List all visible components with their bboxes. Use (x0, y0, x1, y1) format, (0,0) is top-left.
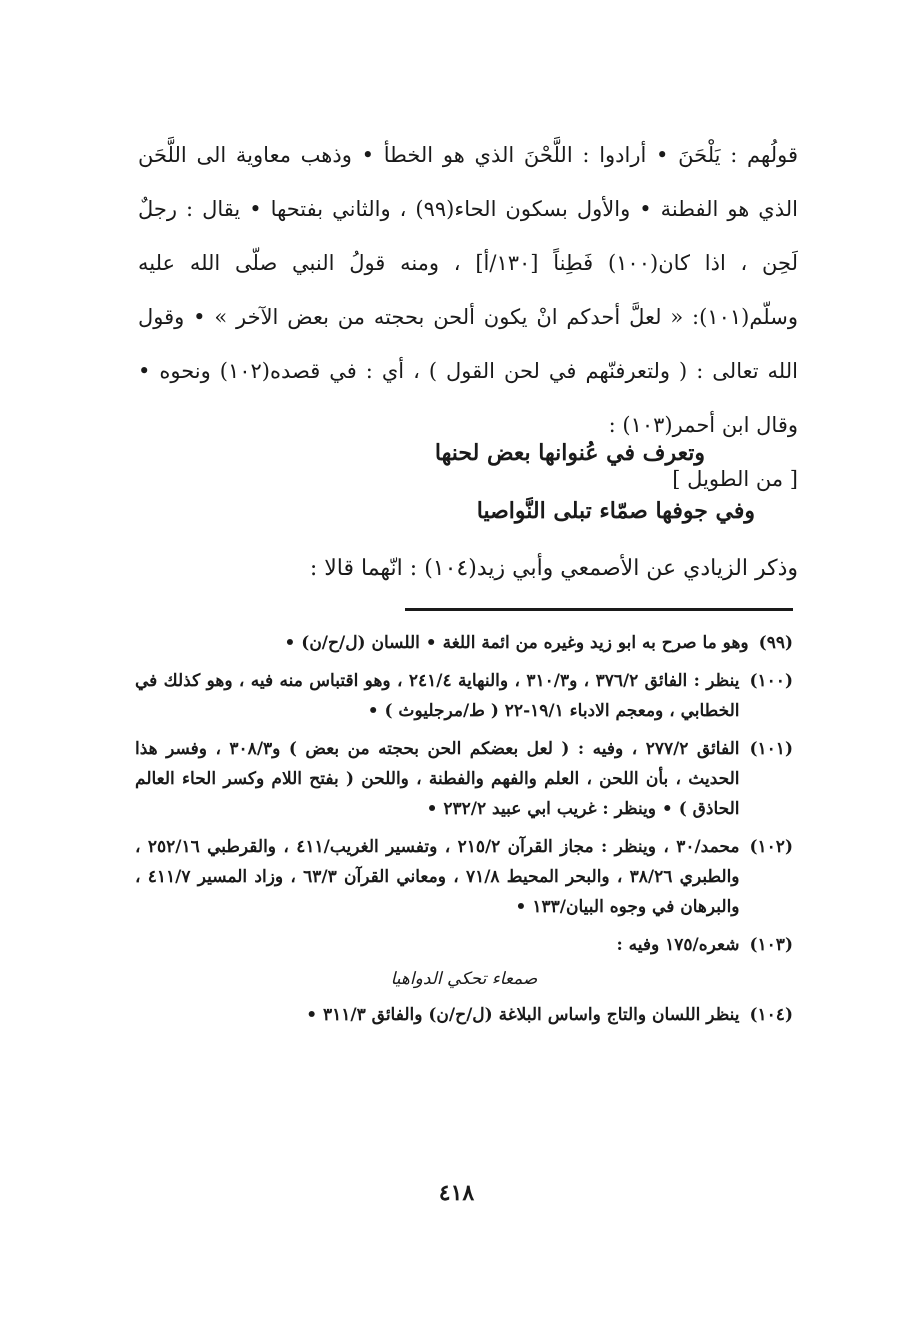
footnote-number: (١٠٠) (749, 671, 793, 691)
footnote-number: (١٠٢) (749, 837, 793, 857)
footnote-101 (135, 734, 793, 824)
footnote-text: ينظر اللسان والتاج واساس البلاغة (ل/ح/ن) والفائق ٣١١/٣ • (306, 1005, 740, 1025)
footnote-100 (135, 666, 793, 726)
footnote-text: وهو ما صرح به ابو زيد وغيره من ائمة اللغة • اللسان (ل/ح/ن) • (284, 633, 749, 653)
footnote-number: (١٠٣) (749, 935, 793, 955)
verse-line-2: وفي جوفها صمّاء تبلى النَّواصيا (476, 498, 755, 524)
footnote-text: ينظر : الفائق ٣٧٦/٢ ، و٣١٠/٣ ، والنهاية ٢٤١/٤ ، وهو اقتباس منه فيه ، وهو كذلك في الخطابي ، ومعجم الادباء ١٩/١-٢٢ ( ط/مرجليوث ) • (135, 671, 740, 721)
footnotes (135, 628, 793, 1038)
footnote-number: (٩٩) (758, 633, 793, 653)
footnote-number: (١٠١) (749, 739, 793, 759)
verse-line-1: وتعرف في عُنوانها بعض لحنها (434, 440, 705, 466)
footnote-102 (135, 832, 793, 922)
footnote-99 (135, 628, 793, 658)
after-verse-text: وذكر الزيادي عن الأصمعي وأبي زيد(١٠٤) : انّهما قالا : (309, 556, 798, 581)
footnote-separator (405, 608, 793, 611)
footnote-quote: صمعاء تحكي الدواهيا (390, 969, 538, 989)
footnote-text: شعره/١٧٥ وفيه : (616, 935, 740, 955)
footnote-text: الفائق ٢٧٧/٢ ، وفيه : ( لعل بعضكم الحن بحجته من بعض ) و٣٠٨/٣ ، وفسر هذا الحديث ، بأن اللحن ، العلم والفهم والفطنة ، واللحن ( بفتح اللام وكسر الحاء العالم الحاذق ) • وينظر : غريب ابي عبيد ٢٣٢/٢ • (135, 739, 740, 819)
footnote-number: (١٠٤) (749, 1005, 793, 1025)
footnote-104 (135, 1000, 793, 1030)
meter-note: [ من الطويل ] (672, 467, 798, 491)
footnote-103 (135, 930, 793, 994)
main-paragraph: قولُهم : يَلْحَنَ • أرادوا : اللَّحْنَ الذي هو الخطأ • وذهب معاوية الى اللَّحَن الذي هو الفطنة • والأول بسكون الحاء(٩٩) ، والثاني بفتحها • يقال : رجلٌ لَحِن ، اذا كان(١٠٠) فَطِناً [١٣٠/أ] ، ومنه قولُ النبي صلّى الله عليه وسلّم(١٠١): « لعلَّ أحدكم انْ يكون ألحن بحجته من بعض الآخر » • وقول الله تعالى : ( ولتعرفنّهم في لحن القول ) ، أي : في قصده(١٠٢) ونحوه • وقال ابن أحمر(١٠٣) : (138, 143, 798, 437)
footnote-text: محمد/٣٠ ، وينظر : مجاز القرآن ٢١٥/٢ ، وتفسير الغريب/٤١١ ، والقرطبي ٢٥٢/١٦ ، والطبري ٣٨/٢٦ ، والبحر المحيط ٧١/٨ ، ومعاني القرآن ٦٣/٣ ، وزاد المسير ٤١١/٧ ، والبرهان في وجوه البيان/١٣٣ • (135, 837, 740, 917)
page-number: ٤١٨ (438, 1180, 475, 1206)
